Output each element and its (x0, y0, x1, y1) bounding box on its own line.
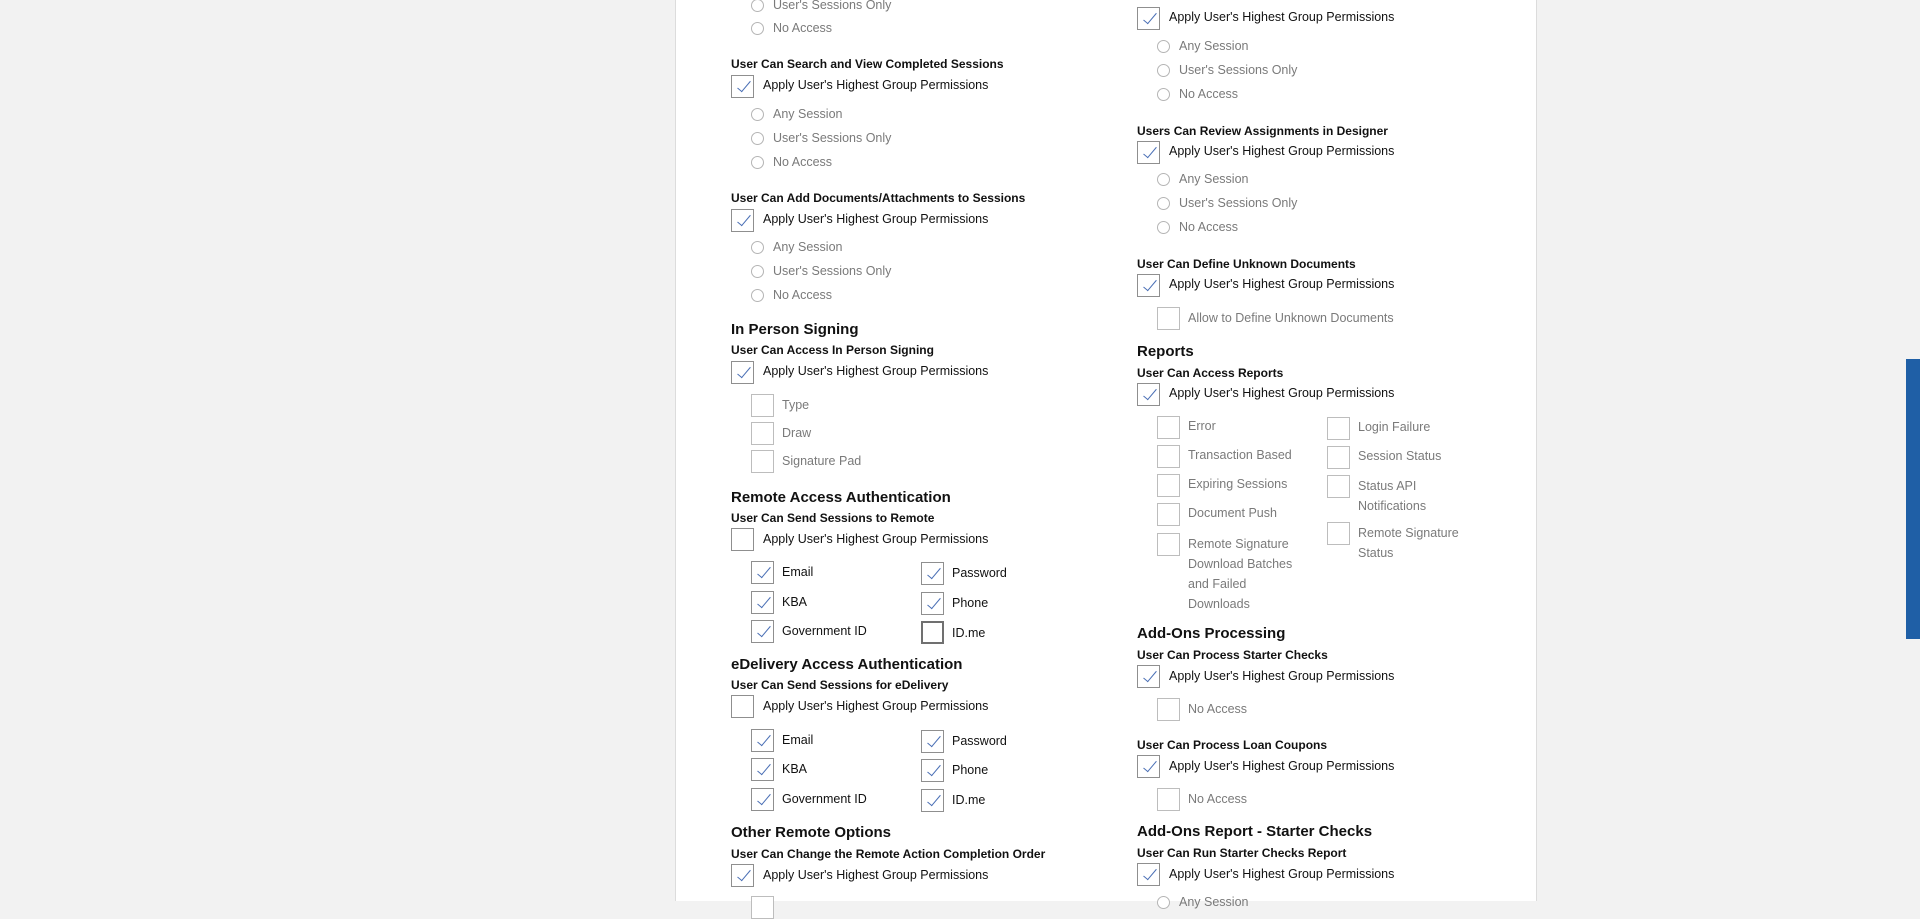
scrollbar-thumb[interactable] (1906, 359, 1920, 639)
permission-title-process-loan: User Can Process Loan Coupons (1137, 738, 1328, 752)
apply-highest-permissions-label: Apply User's Highest Group Permissions (1169, 144, 1395, 158)
checkbox-signature-pad[interactable] (751, 450, 774, 473)
radio-any-session[interactable] (751, 241, 764, 254)
apply-highest-permissions-checkbox[interactable] (731, 864, 754, 887)
radio-label: User's Sessions Only (773, 131, 892, 145)
checkbox-kba[interactable] (751, 591, 774, 614)
option-label: Government ID (782, 624, 867, 638)
option-label: Expiring Sessions (1188, 477, 1288, 491)
checkbox-idme[interactable] (921, 789, 944, 812)
checkbox-idme[interactable] (921, 621, 944, 644)
section-heading-edelivery: eDelivery Access Authentication (731, 656, 963, 673)
permission-title-access-reports: User Can Access Reports (1137, 366, 1284, 380)
apply-highest-permissions-label: Apply User's Highest Group Permissions (763, 364, 989, 378)
apply-highest-permissions-checkbox[interactable] (1137, 7, 1160, 30)
radio-label: User's Sessions Only (1179, 63, 1298, 77)
radio-any-session[interactable] (751, 108, 764, 121)
radio-users-sessions-only[interactable] (751, 265, 764, 278)
radio-any-session[interactable] (1157, 40, 1170, 53)
checkbox-no-access[interactable] (1157, 698, 1180, 721)
checkbox-report-session-status[interactable] (1327, 446, 1350, 469)
option-label: ID.me (952, 793, 986, 807)
section-heading-other-remote: Other Remote Options (731, 824, 892, 841)
radio-label: User's Sessions Only (773, 0, 892, 12)
radio-any-session[interactable] (1157, 173, 1170, 186)
radio-no-access[interactable] (1157, 88, 1170, 101)
apply-highest-permissions-label: Apply User's Highest Group Permissions (1169, 759, 1395, 773)
checkbox-report-login-failure[interactable] (1327, 417, 1350, 440)
checkbox-partial[interactable] (751, 896, 774, 919)
option-label: Draw (782, 426, 812, 440)
option-label: Remote Signature Status (1358, 526, 1459, 560)
checkbox-kba[interactable] (751, 758, 774, 781)
section-heading-in-person-signing: In Person Signing (731, 321, 859, 338)
radio-no-access[interactable] (1157, 221, 1170, 234)
option-label: Document Push (1188, 506, 1277, 520)
permission-title-edelivery-send: User Can Send Sessions for eDelivery (731, 678, 949, 692)
apply-highest-permissions-label: Apply User's Highest Group Permissions (763, 212, 989, 226)
apply-highest-permissions-checkbox[interactable] (1137, 274, 1160, 297)
apply-highest-permissions-label: Apply User's Highest Group Permissions (1169, 386, 1395, 400)
option-label: Remote Signature Download Batches and Failed Downloads (1188, 537, 1293, 611)
apply-highest-permissions-checkbox[interactable] (731, 75, 754, 98)
radio-label: No Access (773, 21, 833, 35)
checkbox-no-access[interactable] (1157, 788, 1180, 811)
permission-title-review-assignments: Users Can Review Assignments in Designer (1137, 124, 1388, 138)
permission-title-remote-send: User Can Send Sessions to Remote (731, 511, 935, 525)
option-label: ID.me (952, 626, 986, 640)
option-label: Status API Notifications (1358, 479, 1427, 513)
permission-title-process-starter: User Can Process Starter Checks (1137, 648, 1328, 662)
apply-highest-permissions-label: Apply User's Highest Group Permissions (763, 78, 989, 92)
checkbox-government-id[interactable] (751, 788, 774, 811)
checkbox-type[interactable] (751, 394, 774, 417)
option-label: Email (782, 565, 814, 579)
radio-users-sessions-only[interactable] (1157, 64, 1170, 77)
radio-label: Any Session (773, 107, 843, 121)
option-label: Government ID (782, 792, 867, 806)
checkbox-report-remote-signature-status[interactable] (1327, 522, 1350, 545)
radio-label: No Access (1179, 220, 1239, 234)
option-label: Signature Pad (782, 454, 862, 468)
option-label: No Access (1188, 792, 1248, 806)
option-label: No Access (1188, 702, 1248, 716)
radio-label: Any Session (1179, 172, 1249, 186)
permission-title-in-person-access: User Can Access In Person Signing (731, 343, 934, 357)
checkbox-report-transaction-based[interactable] (1157, 445, 1180, 468)
permission-title-run-starter-report: User Can Run Starter Checks Report (1137, 846, 1347, 860)
option-label: Phone (952, 596, 989, 610)
radio-any-session[interactable] (1157, 896, 1170, 909)
apply-highest-permissions-checkbox[interactable] (1137, 665, 1160, 688)
section-heading-reports: Reports (1137, 343, 1194, 360)
checkbox-draw[interactable] (751, 422, 774, 445)
section-heading-addons-processing: Add-Ons Processing (1137, 625, 1286, 642)
radio-label: Any Session (773, 240, 843, 254)
apply-highest-permissions-label: Apply User's Highest Group Permissions (1169, 10, 1395, 24)
apply-highest-permissions-checkbox[interactable] (1137, 141, 1160, 164)
checkbox-email[interactable] (751, 561, 774, 584)
radio-label: No Access (1179, 87, 1239, 101)
option-label: KBA (782, 762, 808, 776)
checkbox-report-document-push[interactable] (1157, 503, 1180, 526)
permission-title-define-unknown: User Can Define Unknown Documents (1137, 257, 1356, 271)
checkbox-report-expiring-sessions[interactable] (1157, 474, 1180, 497)
radio-label: No Access (773, 288, 833, 302)
radio-users-sessions-only[interactable] (1157, 197, 1170, 210)
option-label: KBA (782, 595, 808, 609)
apply-highest-permissions-label: Apply User's Highest Group Permissions (763, 868, 989, 882)
radio-label: No Access (773, 155, 833, 169)
option-label: Email (782, 733, 814, 747)
option-label: Allow to Define Unknown Documents (1188, 311, 1394, 325)
option-label: Phone (952, 763, 989, 777)
radio-label: User's Sessions Only (1179, 196, 1298, 210)
radio-label: Any Session (1179, 895, 1249, 909)
permission-title-search-completed: User Can Search and View Completed Sessions (731, 57, 1004, 71)
option-label: Password (952, 734, 1007, 748)
apply-highest-permissions-checkbox[interactable] (1137, 755, 1160, 778)
section-heading-remote-access: Remote Access Authentication (731, 489, 951, 506)
option-label: Type (782, 398, 810, 412)
checkbox-report-status-api[interactable] (1327, 475, 1350, 498)
radio-no-access[interactable] (751, 156, 764, 169)
apply-highest-permissions-label: Apply User's Highest Group Permissions (1169, 867, 1395, 881)
checkbox-government-id[interactable] (751, 620, 774, 643)
checkbox-phone[interactable] (921, 759, 944, 782)
radio-label: User's Sessions Only (773, 264, 892, 278)
apply-highest-permissions-label: Apply User's Highest Group Permissions (763, 532, 989, 546)
apply-highest-permissions-checkbox[interactable] (731, 695, 754, 718)
checkbox-password[interactable] (921, 562, 944, 585)
apply-highest-permissions-checkbox[interactable] (1137, 863, 1160, 886)
apply-highest-permissions-checkbox[interactable] (731, 209, 754, 232)
option-label: Password (952, 566, 1007, 580)
checkbox-phone[interactable] (921, 592, 944, 615)
option-label: Transaction Based (1188, 448, 1292, 462)
apply-highest-permissions-label: Apply User's Highest Group Permissions (1169, 277, 1395, 291)
checkbox-report-error[interactable] (1157, 416, 1180, 439)
apply-highest-permissions-label: Apply User's Highest Group Permissions (763, 699, 989, 713)
radio-users-sessions-only[interactable] (751, 0, 764, 12)
checkbox-allow-define-unknown[interactable] (1157, 307, 1180, 330)
section-heading-addons-report: Add-Ons Report - Starter Checks (1137, 823, 1373, 840)
apply-highest-permissions-label: Apply User's Highest Group Permissions (1169, 669, 1395, 683)
apply-highest-permissions-checkbox[interactable] (1137, 383, 1160, 406)
permissions-panel (675, 0, 1537, 909)
checkbox-report-remote-signature-download[interactable] (1157, 533, 1180, 556)
permission-title-add-documents: User Can Add Documents/Attachments to Sessions (731, 191, 1026, 205)
apply-highest-permissions-checkbox[interactable] (731, 361, 754, 384)
radio-users-sessions-only[interactable] (751, 132, 764, 145)
checkbox-email[interactable] (751, 729, 774, 752)
option-label: Login Failure (1358, 420, 1431, 434)
radio-no-access[interactable] (751, 22, 764, 35)
radio-label: Any Session (1179, 39, 1249, 53)
permission-title-change-order: User Can Change the Remote Action Completion Order (731, 847, 1046, 861)
checkbox-password[interactable] (921, 730, 944, 753)
radio-no-access[interactable] (751, 289, 764, 302)
apply-highest-permissions-checkbox[interactable] (731, 528, 754, 551)
option-label: Error (1188, 419, 1216, 433)
option-label: Session Status (1358, 449, 1442, 463)
